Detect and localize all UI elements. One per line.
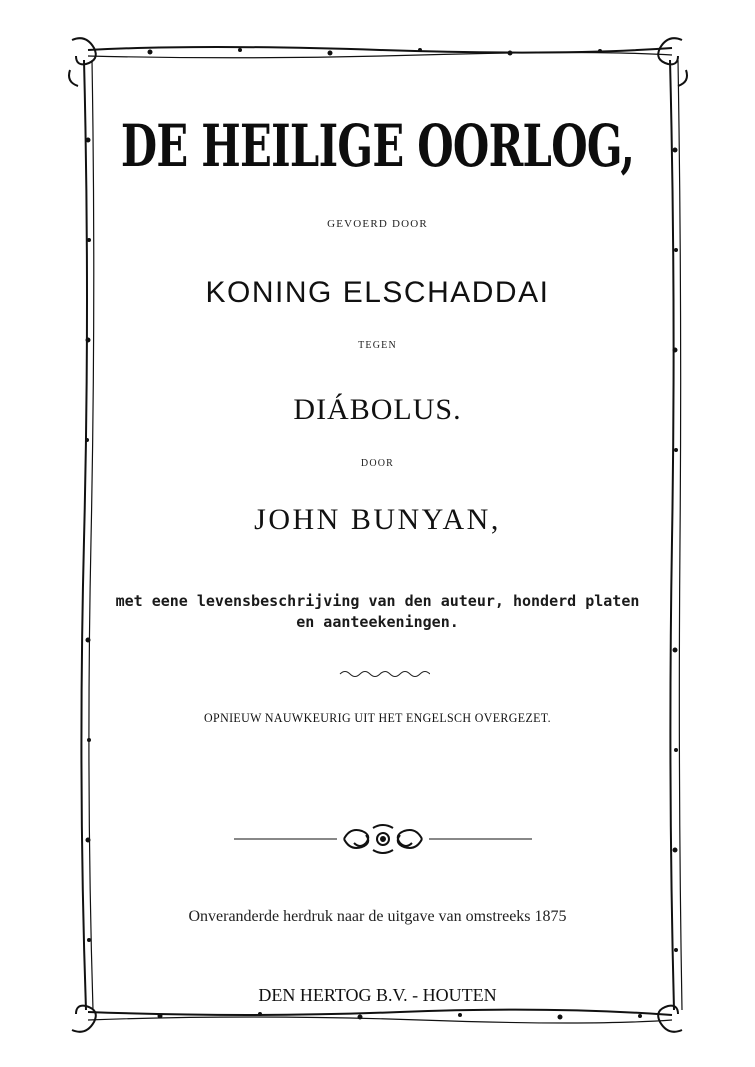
book-title: DE HEILIGE OORLOG,: [120, 112, 635, 180]
subtitle-conducted-by: GEVOERD DOOR: [327, 218, 428, 230]
wavy-rule: [338, 668, 430, 680]
reprint-note: Onveranderde herdruk naar de uitgave van omstreeks 1875: [188, 908, 567, 925]
king-name: KONING ELSCHADDAI: [205, 276, 550, 309]
enemy-name: DIÁBOLUS.: [293, 393, 462, 426]
author-name: JOHN BUNYAN,: [254, 503, 501, 536]
publisher-imprint: DEN HERTOG B.V. - HOUTEN: [258, 985, 497, 1005]
connector-by: DOOR: [360, 458, 395, 469]
description-line-2: en aanteekeningen.: [296, 613, 459, 631]
description-line-1: met eene levensbeschrijving van den auteur, honderd platen: [115, 592, 640, 610]
translation-note: OPNIEUW NAUWKEURIG UIT HET ENGELSCH OVERGEZET.: [204, 710, 551, 725]
ornamental-divider: [232, 822, 534, 858]
connector-against: TEGEN: [358, 340, 397, 351]
